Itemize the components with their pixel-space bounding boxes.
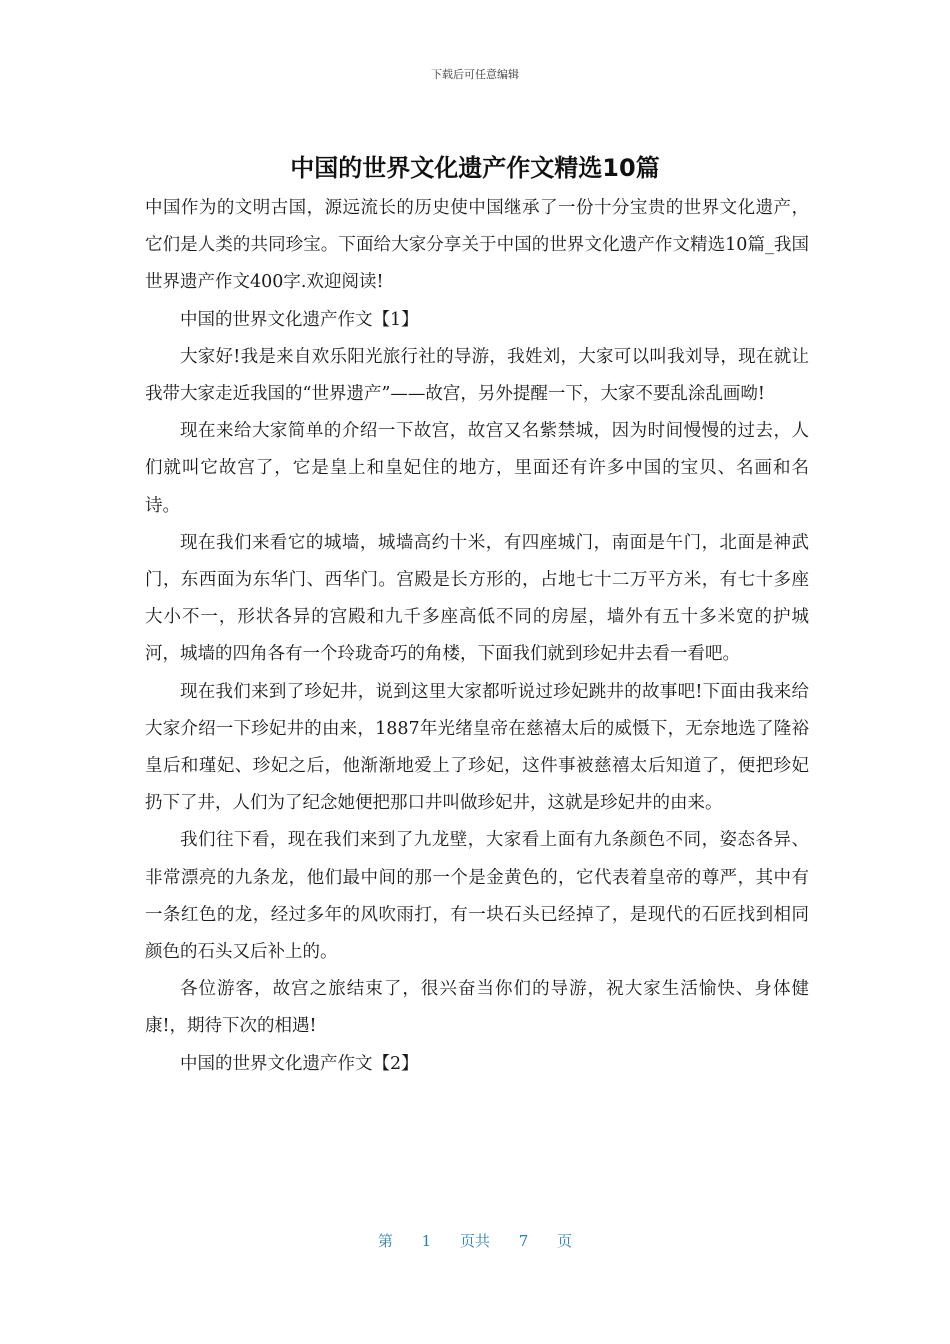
body-paragraph: 各位游客，故宫之旅结束了，很兴奋当你们的导游，祝大家生活愉快、身体健康!，期待下次的相遇! xyxy=(145,979,809,1037)
footer-suffix: 页 xyxy=(557,1232,573,1250)
page-footer xyxy=(0,1230,950,1251)
section-heading-1: 中国的世界文化遗产作文【1】 xyxy=(180,309,419,330)
document-body xyxy=(145,190,809,1083)
footer-prefix: 第 xyxy=(377,1232,393,1250)
section-heading-2: 中国的世界文化遗产作文【2】 xyxy=(180,1053,419,1074)
footer-total-pages: 7 xyxy=(518,1232,529,1250)
body-paragraph: 我们往下看，现在我们来到了九龙壁，大家看上面有九条颜色不同，姿态各异、非常漂亮的九条龙，他们最中间的那一个是金黄色的，它代表着皇帝的尊严，其中有一条红色的龙，经过多年的风吹雨打，有一块石头已经掉了，是现代的石匠找到相同颜色的石头又后补上的。 xyxy=(145,830,809,963)
body-paragraph: 现在来给大家简单的介绍一下故宫，故宫又名紫禁城，因为时间慢慢的过去，人们就叫它故宫了，它是皇上和皇妃住的地方，里面还有许多中国的宝贝、名画和名诗。 xyxy=(145,421,809,516)
body-paragraph: 大家好!我是来自欢乐阳光旅行社的导游，我姓刘，大家可以叫我刘导，现在就让我带大家走近我国的“世界遗产”——故宫，另外提醒一下，大家不要乱涂乱画呦! xyxy=(145,346,809,405)
body-paragraph: 现在我们来看它的城墙，城墙高约十米，有四座城门，南面是午门，北面是神武门，东西面为东华门、西华门。宫殿是长方形的，占地七十二万平方米，有七十多座大小不一，形状各异的宫殿和九千多座高低不同的房屋，墙外有五十多米宽的护城河，城墙的四角各有一个玲珑奇巧的角楼，下面我们就到珍妃井去看一看吧。 xyxy=(145,532,809,665)
header-note: 下载后可任意编辑 xyxy=(431,68,519,81)
document-title: 中国的世界文化遗产作文精选10篇 xyxy=(290,154,660,182)
body-paragraph: 现在我们来到了珍妃井，说到这里大家都听说过珍妃跳井的故事吧!下面由我来给大家介绍一下珍妃井的由来，1887年光绪皇帝在慈禧太后的威慑下，无奈地选了隆裕皇后和瑾妃、珍妃之后，他渐渐地爱上了珍妃，这件事被慈禧太后知道了，便把珍妃扔下了井，人们为了纪念她便把那口井叫做珍妃井，这就是珍妃井的由来。 xyxy=(145,681,809,814)
footer-middle: 页共 xyxy=(459,1232,490,1250)
intro-paragraph: 中国作为的文明古国，源远流长的历史使中国继承了一份十分宝贵的世界文化遗产，它们是人类的共同珍宝。下面给大家分享关于中国的世界文化遗产作文精选10篇_我国世界遗产作文400字.欢迎阅读! xyxy=(145,198,809,293)
footer-page-number: 1 xyxy=(421,1232,432,1250)
